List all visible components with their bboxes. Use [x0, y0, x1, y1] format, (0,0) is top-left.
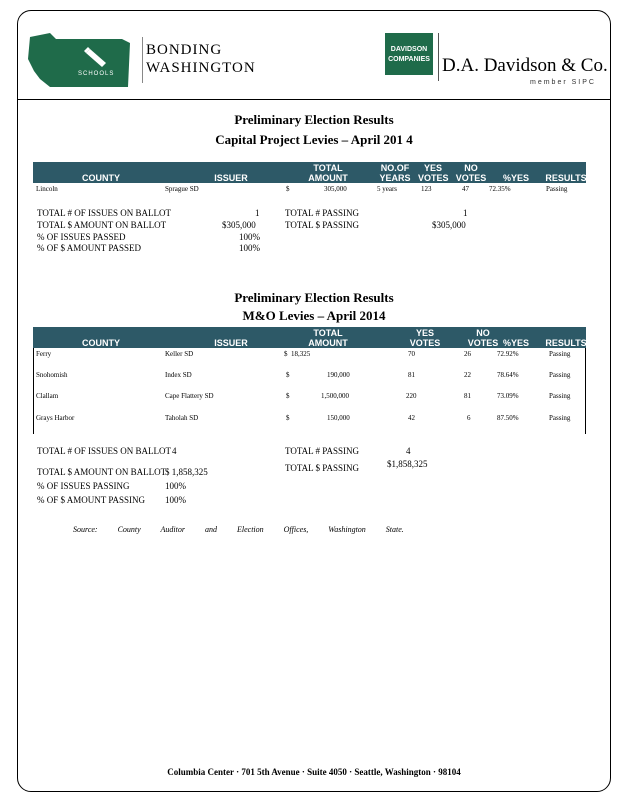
sum-label: % OF ISSUES PASSED: [37, 232, 126, 242]
cell-county: Ferry: [36, 350, 52, 358]
cell-pct: 72.35%: [489, 185, 511, 193]
sum-label: % OF $ AMOUNT PASSING: [37, 495, 146, 505]
cell-dollar: $: [286, 185, 290, 193]
col-yes-2: VOTES: [418, 173, 449, 183]
mo-title-1: Preliminary Election Results: [234, 290, 394, 305]
cell-dollar: $: [286, 414, 290, 422]
cell-pct: 72.92%: [497, 350, 519, 358]
cell-yes: 70: [408, 350, 415, 358]
cell-county: Clallam: [36, 392, 59, 400]
bonding-washington-wordmark: [146, 41, 256, 77]
cell-issuer: Cape Flattery SD: [165, 392, 214, 400]
cell-pct: 78.64%: [497, 371, 519, 379]
cell-amount: 150,000: [327, 414, 350, 422]
sum-label: TOTAL $ AMOUNT ON BALLOT: [37, 467, 167, 477]
sum-value: 1: [463, 208, 468, 218]
sum-label: TOTAL # OF ISSUES ON BALLOT: [37, 208, 172, 218]
source-note: Source: County Auditor and Election Offices, Washington State.: [73, 525, 404, 534]
col-county: COUNTY: [82, 173, 120, 183]
col-issuer: ISSUER: [214, 338, 248, 348]
sum-label: % OF $ AMOUNT PASSED: [37, 243, 142, 253]
col-noof-2: YEARS: [379, 173, 411, 183]
capital-table-header: [33, 162, 586, 183]
sum-value: $1,858,325: [387, 459, 428, 469]
cell-dollar: $: [286, 392, 290, 400]
logo-line-2: COMPANIES: [388, 56, 430, 63]
col-issuer: ISSUER: [214, 173, 248, 183]
cell-issuer: Taholah SD: [165, 414, 199, 422]
cell-amount: 190,000: [327, 371, 350, 379]
cell-yes: 220: [406, 392, 417, 400]
col-total-2: AMOUNT: [308, 173, 348, 183]
sum-label: TOTAL $ PASSING: [285, 220, 359, 230]
cell-issuer: Index SD: [165, 371, 192, 379]
cell-years: 5 years: [377, 185, 398, 193]
mo-table-header: [33, 327, 586, 348]
brand-line-2: WASHINGTON: [146, 60, 256, 76]
cell-result: Passing: [546, 185, 568, 193]
cell-no: 26: [464, 350, 471, 358]
cell-amount: 18,325: [291, 350, 311, 358]
col-no-1: NO: [476, 328, 490, 338]
col-total-1: TOTAL: [313, 328, 343, 338]
sum-label: TOTAL # PASSING: [285, 446, 359, 456]
cell-result: Passing: [549, 392, 571, 400]
davidson-wordmark: D.A. Davidson & Co.: [442, 55, 608, 76]
sum-label: TOTAL # OF ISSUES ON BALLOT: [37, 446, 172, 456]
cell-result: Passing: [549, 350, 571, 358]
mo-table-right-border: [585, 348, 586, 434]
sum-value: 100%: [165, 481, 186, 491]
cell-issuer: Sprague SD: [165, 185, 199, 193]
cell-result: Passing: [549, 371, 571, 379]
sum-value: 100%: [239, 243, 260, 253]
cell-county: Grays Harbor: [36, 414, 75, 422]
cell-county: Lincoln: [36, 185, 58, 193]
cell-no: 47: [462, 185, 469, 193]
col-noof-1: NO.OF: [380, 163, 410, 173]
col-pct: %YES: [502, 338, 529, 348]
col-total-2: AMOUNT: [308, 338, 348, 348]
sum-label: TOTAL # PASSING: [285, 208, 359, 218]
sum-label: TOTAL $ AMOUNT ON BALLOT: [37, 220, 167, 230]
col-no-2: VOTES: [455, 173, 487, 183]
col-no-2: VOTES: [467, 338, 499, 348]
sum-value: 100%: [239, 232, 260, 242]
col-yes-1: YES: [415, 328, 434, 338]
cell-pct: 87.50%: [497, 414, 519, 422]
document-page: [17, 10, 611, 792]
sum-value: $ 1,858,325: [165, 467, 208, 477]
cell-yes: 42: [408, 414, 415, 422]
footer-address: Columbia Center · 701 5th Avenue · Suite 4050 · Seattle, Washington · 98104: [167, 767, 461, 777]
cell-no: 6: [467, 414, 471, 422]
logo-line-1: DAVIDSON: [390, 46, 428, 53]
col-no-1: NO: [464, 163, 478, 173]
col-total-1: TOTAL: [313, 163, 343, 173]
brand-divider: [142, 37, 143, 83]
cell-amount: 1,500,000: [321, 392, 349, 400]
mo-title-2: M&O Levies – April 2014: [242, 308, 386, 323]
brand-line-1: BONDING: [146, 42, 223, 58]
col-county: COUNTY: [82, 338, 120, 348]
capital-title-2: Capital Project Levies – April 201 4: [215, 132, 413, 147]
sum-value: $305,000: [222, 220, 256, 230]
col-results: RESULTS: [545, 338, 587, 348]
cell-yes: 81: [408, 371, 415, 379]
cell-no: 22: [464, 371, 471, 379]
washington-state-logo: [26, 31, 136, 91]
sum-value: 4: [172, 446, 177, 456]
cell-dollar: $: [286, 371, 290, 379]
cell-issuer: Keller SD: [165, 350, 194, 358]
sum-value: 1: [255, 208, 260, 218]
col-pct: %YES: [502, 173, 529, 183]
cell-dollar: $: [284, 350, 288, 358]
col-yes-2: VOTES: [409, 338, 441, 348]
cell-amount: 305,000: [324, 185, 347, 193]
member-sipc: member SIPC: [530, 79, 596, 86]
schools-badge: SCHOOLS: [78, 71, 115, 77]
sum-value: 4: [406, 446, 411, 456]
col-results: RESULTS: [545, 173, 587, 183]
sum-value: 100%: [165, 495, 186, 505]
cell-result: Passing: [549, 414, 571, 422]
sum-label: % OF ISSUES PASSING: [37, 481, 130, 491]
davidson-divider: [438, 33, 439, 81]
cell-yes: 123: [421, 185, 432, 193]
davidson-companies-logo: [385, 33, 433, 75]
sum-label: TOTAL $ PASSING: [285, 463, 359, 473]
sum-value: $305,000: [432, 220, 466, 230]
capital-title-1: Preliminary Election Results: [234, 112, 394, 127]
cell-no: 81: [464, 392, 471, 400]
header-rule: [18, 99, 610, 100]
cell-pct: 73.09%: [497, 392, 519, 400]
col-yes-1: YES: [423, 163, 442, 173]
mo-table-left-border: [33, 348, 34, 434]
cell-county: Snohomish: [36, 371, 68, 379]
